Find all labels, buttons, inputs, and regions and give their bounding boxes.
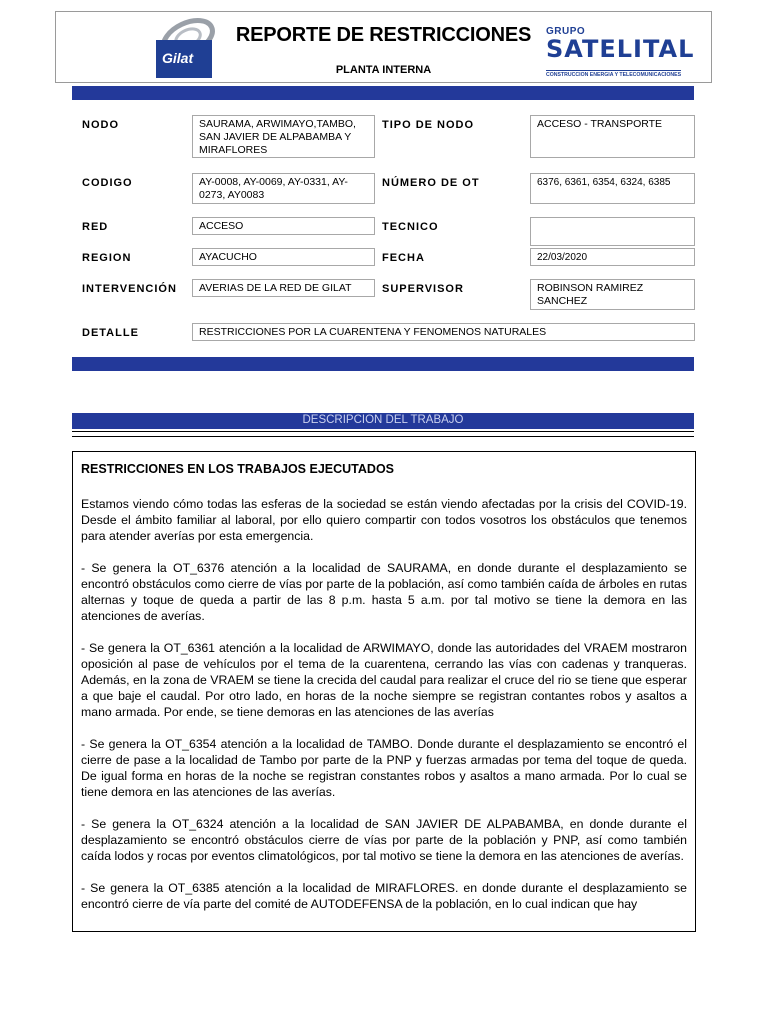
satelital-tagline: CONSTRUCCION ENERGIA Y TELECOMUNICACIONES	[546, 72, 682, 78]
description-box	[72, 451, 696, 932]
red-label: RED	[82, 221, 109, 233]
report-header	[55, 11, 712, 83]
section-title-descripcion: DESCRIPCION DEL TRABAJO	[72, 413, 694, 429]
numero-ot-label: NÚMERO DE OT	[382, 177, 480, 189]
intervencion-label: INTERVENCIÓN	[82, 283, 177, 295]
detalle-label: DETALLE	[82, 327, 139, 339]
tecnico-field-extra	[530, 234, 695, 246]
section-rule-1	[72, 431, 694, 432]
paragraph-ot-6354: - Se genera la OT_6354 atención a la localidad de TAMBO. Donde durante el desplazamiento se encontró el cierre de pase a la localidad de Tambo por parte de la PNP y fuerzas armadas por tema del toque de queda. De igual forma en horas de la noche se registran constantes robos y asaltos a mano armada. Por lo cual se tiene demora en las atenciones de las averías.	[81, 737, 687, 799]
paragraph-ot-6376: - Se genera la OT_6376 atención a la localidad de SAURAMA, en donde durante el desplazamiento se encontró obstáculos como cierre de vías por parte de la población, así como también caída de árboles en rutas alternas y toque de queda a partir de las 8 p.m. hasta 5 a.m. por tal motivo se tiene la demora en las atenciones de averías.	[81, 561, 687, 623]
tipo-nodo-field: ACCESO - TRANSPORTE	[530, 115, 695, 158]
grupo-satelital-logo	[546, 26, 708, 82]
intervencion-field: AVERIAS DE LA RED DE GILAT	[192, 279, 375, 297]
codigo-label: CODIGO	[82, 177, 133, 189]
paragraph-ot-6385: - Se genera la OT_6385 atención a la localidad de MIRAFLORES. en donde durante el desplazamiento se encontró cierre de vía parte del comité de AUTODEFENSA de la población, en lo cual indican que hay	[81, 881, 687, 911]
detalle-field: RESTRICCIONES POR LA CUARENTENA Y FENOMENOS NATURALES	[192, 323, 695, 341]
paragraph-ot-6324: - Se genera la OT_6324 atención a la localidad de SAN JAVIER DE ALPABAMBA, en donde durante el desplazamiento se encontró obstáculos cierre de vías por parte de la población y PNP, así como también caída lodos y rocas por eventos climatológicos, por tal motivo se tiene la demora en las atenciones de averías.	[81, 817, 687, 863]
fecha-label: FECHA	[382, 252, 425, 264]
satelital-grupo-text: GRUPO	[546, 26, 586, 37]
top-divider-bar	[72, 86, 694, 100]
nodo-label: NODO	[82, 119, 119, 131]
supervisor-label: SUPERVISOR	[382, 283, 464, 295]
tecnico-label: TECNICO	[382, 221, 439, 233]
fecha-field: 22/03/2020	[530, 248, 695, 266]
gilat-logo-text: Gilat	[162, 50, 194, 66]
tecnico-field	[530, 217, 695, 235]
region-field: AYACUCHO	[192, 248, 375, 266]
bottom-divider-bar	[72, 357, 694, 371]
satelital-name-text: SATELITAL	[546, 35, 695, 63]
paragraph-intro: Estamos viendo cómo todas las esferas de la sociedad se están viendo afectadas por la crisis del COVID-19. Desde el ámbito familiar al laboral, por ello quiero compartir con todos vosotros los obstáculos que tenemos para atender averías por esta emergencia.	[81, 497, 687, 543]
report-title: REPORTE DE RESTRICCIONES	[235, 24, 532, 46]
supervisor-field: ROBINSON RAMIREZ SANCHEZ	[530, 279, 695, 310]
codigo-field: AY-0008, AY-0069, AY-0331, AY-0273, AY0083	[192, 173, 375, 204]
content-heading: RESTRICCIONES EN LOS TRABAJOS EJECUTADOS	[81, 462, 395, 476]
tipo-nodo-label: TIPO DE NODO	[382, 119, 475, 131]
red-field: ACCESO	[192, 217, 375, 235]
region-label: REGION	[82, 252, 132, 264]
report-subtitle: PLANTA INTERNA	[335, 64, 432, 76]
nodo-field: SAURAMA, ARWIMAYO,TAMBO, SAN JAVIER DE ALPABAMBA Y MIRAFLORES	[192, 115, 375, 158]
numero-ot-field: 6376, 6361, 6354, 6324, 6385	[530, 173, 695, 204]
section-rule-2	[72, 436, 694, 437]
paragraph-ot-6361: - Se genera la OT_6361 atención a la localidad de ARWIMAYO, donde las autoridades del VRAEM mostraron oposición al pase de vehículos por el tema de la cuarentena, cerrando las vías con cadenas y tranqueras. Además, en la zona de VRAEM se tiene la crecida del caudal para realizar el cruce del rio se tiene que esperar a que baje el caudal. Por otro lado, en horas de la noche siempre se registran contantes robos y asaltos a mano armada. Por ende, se tiene demoras en las atenciones de las averías	[81, 641, 687, 719]
